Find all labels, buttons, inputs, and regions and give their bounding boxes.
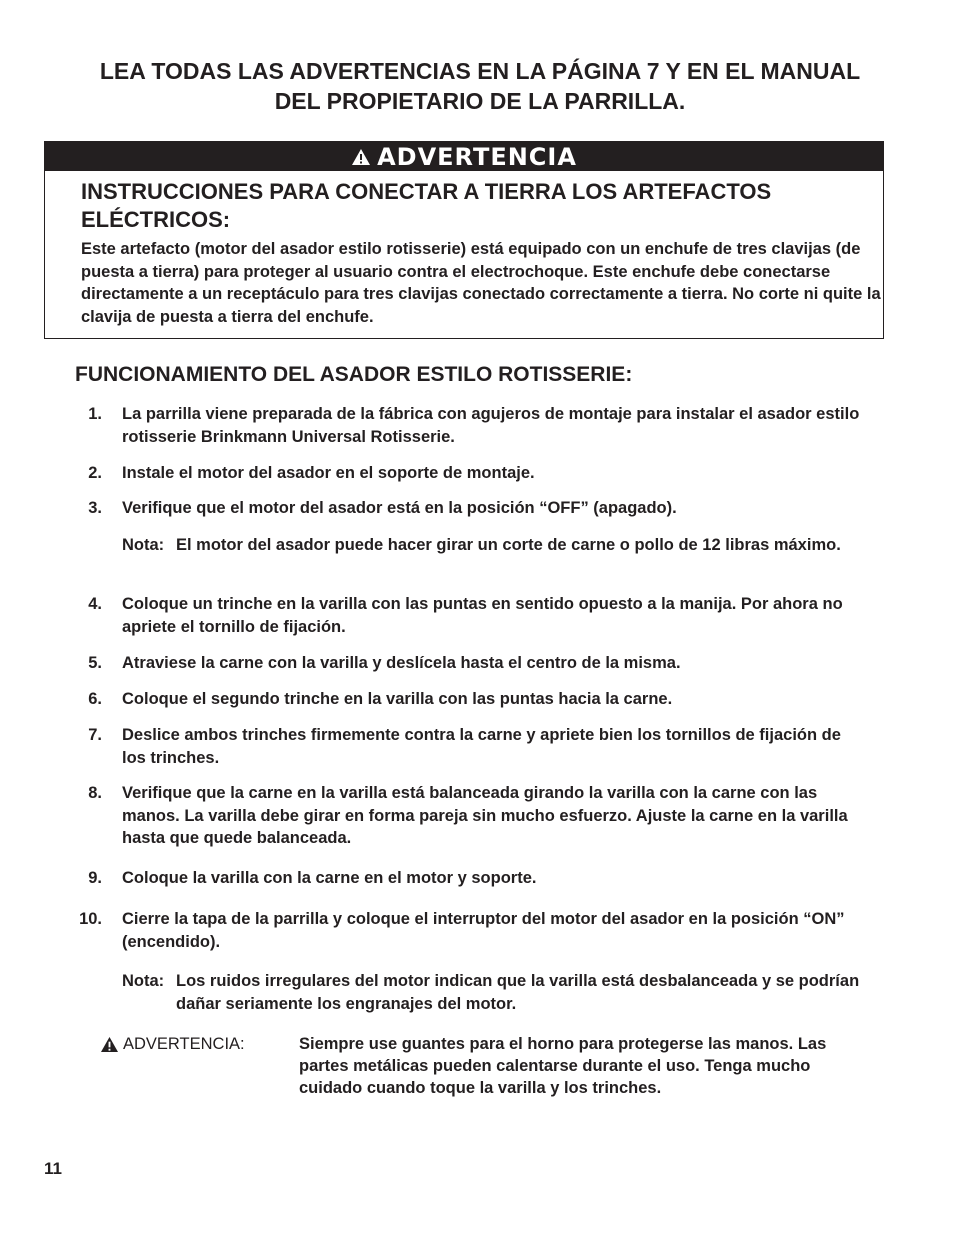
step-number: 2. [88,464,102,482]
main-heading-line1: LEA TODAS LAS ADVERTENCIAS EN LA PÁGINA 7 Y EN EL MANUAL [99,58,861,84]
page-number: 11 [44,1159,62,1178]
note-text: El motor del asador puede hacer girar un corte de carne o pollo de 12 libras máximo. [176,536,841,554]
step-text: Cierre la tapa de la parrilla y coloque el interruptor del motor del asador en la posición “ON” (encendido). [122,910,845,951]
main-heading-line2: DEL PROPIETARIO DE LA PARRILLA. [274,88,686,114]
step-number: 8. [88,784,102,802]
main-heading [40,56,920,116]
step-text: Coloque un trinche en la varilla con las puntas en sentido opuesto a la manija. Por ahora no apriete el tornillo de fijación. [122,595,843,636]
final-warning-label-text: ADVERTENCIA: [123,1035,245,1053]
final-warning-label [100,1033,245,1055]
warning-title: INSTRUCCIONES PARA CONECTAR A TIERRA LOS ARTEFACTOS ELÉCTRICOS: [81,179,772,232]
warning-box [44,141,884,339]
warning-triangle-icon [100,1036,119,1053]
step-text: Instale el motor del asador en el soporte de montaje. [122,464,535,482]
step-text: Deslice ambos trinches firmemente contra la carne y apriete bien los tornillos de fijación de los trinches. [122,726,841,767]
step-number: 3. [88,499,102,517]
note-label: Nota: [122,972,165,990]
warning-banner [45,142,883,171]
step-text: Verifique que el motor del asador está en la posición “OFF” (apagado). [122,499,677,517]
step-number: 7. [88,726,102,744]
warning-body: Este artefacto (motor del asador estilo rotisserie) está equipado con un enchufe de tres clavijas (de puesta a tierra) para proteger al usuario contra el electrochoque. Este enchufe debe conectarse directamente a un receptáculo para tres clavijas conectado correctamente a tierra. No corte ni quite la clavija de puesta a tierra del enchufe. [81,240,881,326]
step-text: Verifique que la carne en la varilla está balanceada girando la varilla con la carne con las manos. La varilla debe girar en forma pareja sin mucho esfuerzo. Ajuste la carne en la varilla hasta que quede balanceada. [122,784,848,847]
step-text: La parrilla viene preparada de la fábrica con agujeros de montaje para instalar el asador estilo rotisserie Brinkmann Universal Rotisserie. [122,405,860,446]
warning-banner-label: ADVERTENCIA [377,142,577,171]
step-number: 6. [88,690,102,708]
step-number: 5. [88,654,102,672]
note-text: Los ruidos irregulares del motor indican que la varilla está desbalanceada y se podrían dañar seriamente los engranajes del motor. [176,972,860,1013]
step-text: Atraviese la carne con la varilla y deslícela hasta el centro de la misma. [122,654,681,672]
step-number: 4. [88,595,102,613]
step-text: Coloque el segundo trinche en la varilla con las puntas hacia la carne. [122,690,673,708]
final-warning-text: Siempre use guantes para el horno para protegerse las manos. Las partes metálicas pueden calentarse durante el uso. Tenga mucho cuidado cuando toque la varilla y los trinches. [299,1035,827,1097]
warning-triangle-icon [351,148,371,166]
step-number: 1. [88,405,102,423]
section-heading: FUNCIONAMIENTO DEL ASADOR ESTILO ROTISSERIE: [75,363,633,386]
step-text: Coloque la varilla con la carne en el motor y soporte. [122,869,537,887]
note-label: Nota: [122,536,165,554]
step-number: 10. [79,910,102,928]
step-number: 9. [88,869,102,887]
